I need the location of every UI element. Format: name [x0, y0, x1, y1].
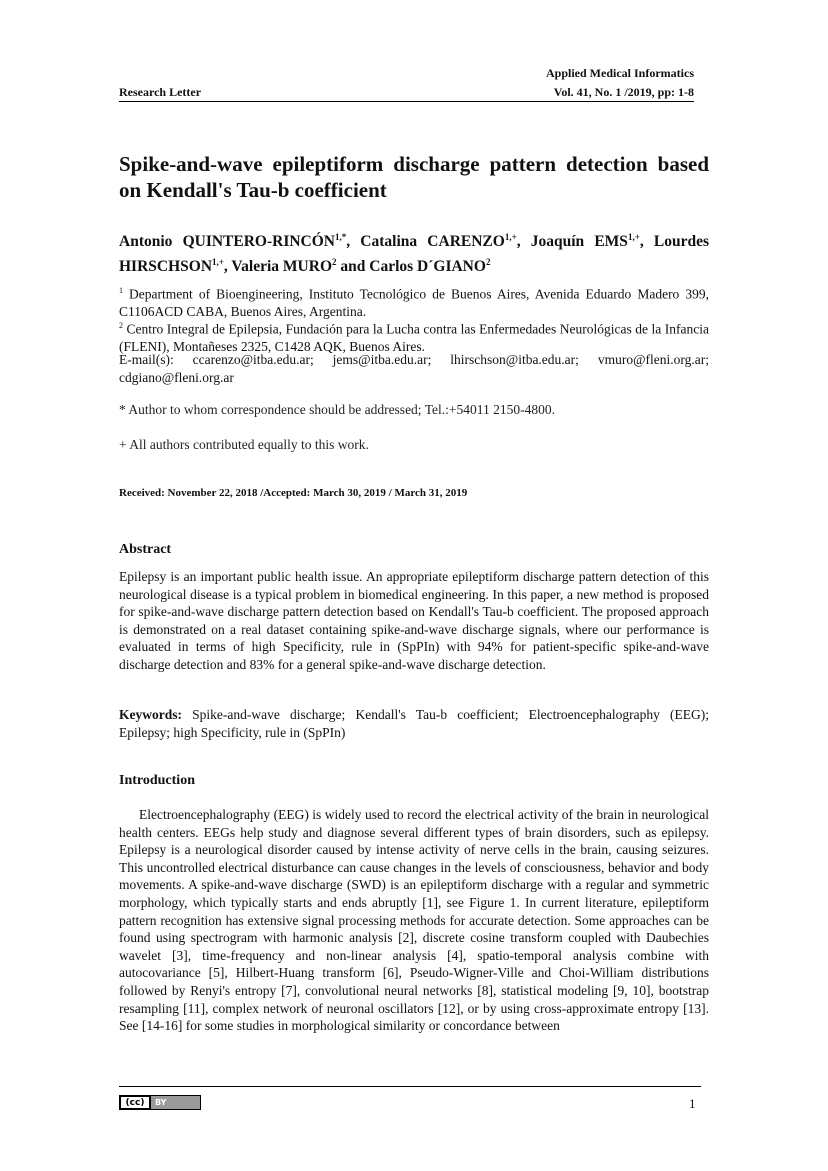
keywords-label: Keywords: — [119, 707, 182, 722]
author-name: Carlos D´GIANO — [369, 258, 486, 276]
cc-icon: (cc) — [120, 1096, 150, 1109]
author-name: Lourdes HIRSCHSON — [119, 233, 709, 276]
paper-title: Spike-and-wave epileptiform discharge pattern detection based on Kendall's Tau-b coefficient — [119, 152, 709, 202]
author-separator: , — [223, 258, 232, 276]
affiliation-2 — [119, 317, 709, 356]
received-dates: Received: November 22, 2018 /Accepted: March 30, 2019 / March 31, 2019 — [119, 487, 468, 499]
page-number: 1 — [689, 1096, 696, 1111]
by-icon: BY — [150, 1096, 200, 1109]
affiliation-1 — [119, 282, 709, 321]
author-affil-mark: 2 — [332, 257, 337, 268]
affiliation-text: Centro Integral de Epilepsia, Fundación para la Lucha contra las Enfermedades Neurológicas de la Infancia (FLENI), Montañeses 2325, C1428 AQK, Buenos Aires. — [119, 321, 709, 354]
correspondence-note: * Author to whom correspondence should be addressed; Tel.:+54011 2150-4800. — [119, 402, 555, 417]
author-separator: , — [639, 233, 654, 251]
equal-contribution-note: + All authors contributed equally to this work. — [119, 437, 369, 452]
author-list — [119, 227, 709, 277]
affiliation-mark: 2 — [119, 321, 123, 330]
introduction-heading: Introduction — [119, 773, 195, 788]
author-affil-mark: 2 — [485, 257, 491, 268]
affiliation-mark: 1 — [119, 286, 123, 295]
cc-by-license-badge — [119, 1095, 201, 1110]
article-type: Research Letter — [119, 85, 202, 99]
journal-name: Applied Medical Informatics — [546, 66, 694, 80]
author-affil-mark: 1,+ — [627, 232, 640, 242]
author-name: Valeria MURO — [231, 258, 332, 276]
author-name: Antonio QUINTERO-RINCÓN — [119, 233, 335, 251]
author-name: Catalina CARENZO — [360, 233, 505, 251]
keywords — [119, 706, 709, 741]
author-affil-mark: 1,+ — [212, 257, 224, 268]
abstract-text: Epilepsy is an important public health issue. An appropriate epileptiform discharge pattern detection of this neurological disease is a typical problem in biomedical engineering. In this paper, a new method is proposed for spike-and-wave discharge pattern detection based on Kendall's Tau-b coefficient. The proposed approach is demonstrated on a real dataset containing spike-and-wave discharge signals, where our performance is evaluated in terms of high Specificity, rule in (SpPIn) with 94% for patient-specific spike-and-wave discharge detection and 83% for a general spike-and-wave discharge detection. — [119, 569, 709, 672]
affiliation-text: Department of Bioengineering, Instituto Tecnológico de Buenos Aires, Avenida Eduardo Madero 399, C1106ACD CABA, Buenos Aires, Argentina. — [119, 286, 709, 319]
abstract-heading: Abstract — [119, 542, 172, 557]
running-header — [119, 85, 694, 102]
introduction-text: Electroencephalography (EEG) is widely used to record the electrical activity of the brain in neurological health centers. EEGs help study and diagnose several different types of brain disorders, such as epilepsy. Epilepsy is a neurological disorder caused by intense activity of nerve cells in the brain, causing seizures. This uncontrolled electrical disturbance can cause changes in the levels of consciousness, behavior and body movements. A spike-and-wave discharge (SWD) is an epileptiform discharge with a regular and symmetric morphology, which typically starts and ends abruptly [1], see Figure 1. In current literature, epileptiform pattern recognition has extensive signal processing methods for accurate detection. Some approaches can be found using spectrogram with harmonic analysis [2], discrete cosine transform coupled with Daubechies wavelet [3], time-frequency and non-linear analysis [4], spatio-temporal analysis combine with autocovariance [5], Hilbert-Huang transform [6], Pseudo-Wigner-Ville and Choi-William distributions followed by Renyi's entropy [7], convolutional neural networks [8], statistical modeling [9, 10], bootstrap resampling [11], complex network of neuronal oscillators [12], or by using cross-approximate entropy [13]. See [14-16] for some studies in morphological similarity or concordance between — [119, 807, 709, 1034]
email-list: E-mail(s): ccarenzo@itba.edu.ar; jems@itba.edu.ar; lhirschson@itba.edu.ar; vmuro@fleni.org.ar; cdgiano@fleni.org.ar — [119, 352, 709, 385]
author-separator: , — [516, 233, 531, 251]
author-separator: and — [336, 258, 370, 276]
author-affil-mark: 1,+ — [504, 232, 517, 242]
footer-divider — [119, 1086, 701, 1087]
author-name: Joaquín EMS — [530, 233, 628, 251]
volume-info: Vol. 41, No. 1 /2019, pp: 1-8 — [553, 85, 694, 99]
author-separator: , — [346, 233, 361, 251]
author-affil-mark: 1,* — [335, 232, 347, 242]
keywords-text: Spike-and-wave discharge; Kendall's Tau-b coefficient; Electroencephalography (EEG); Epilepsy; high Specificity, rule in (SpPIn) — [119, 707, 709, 740]
